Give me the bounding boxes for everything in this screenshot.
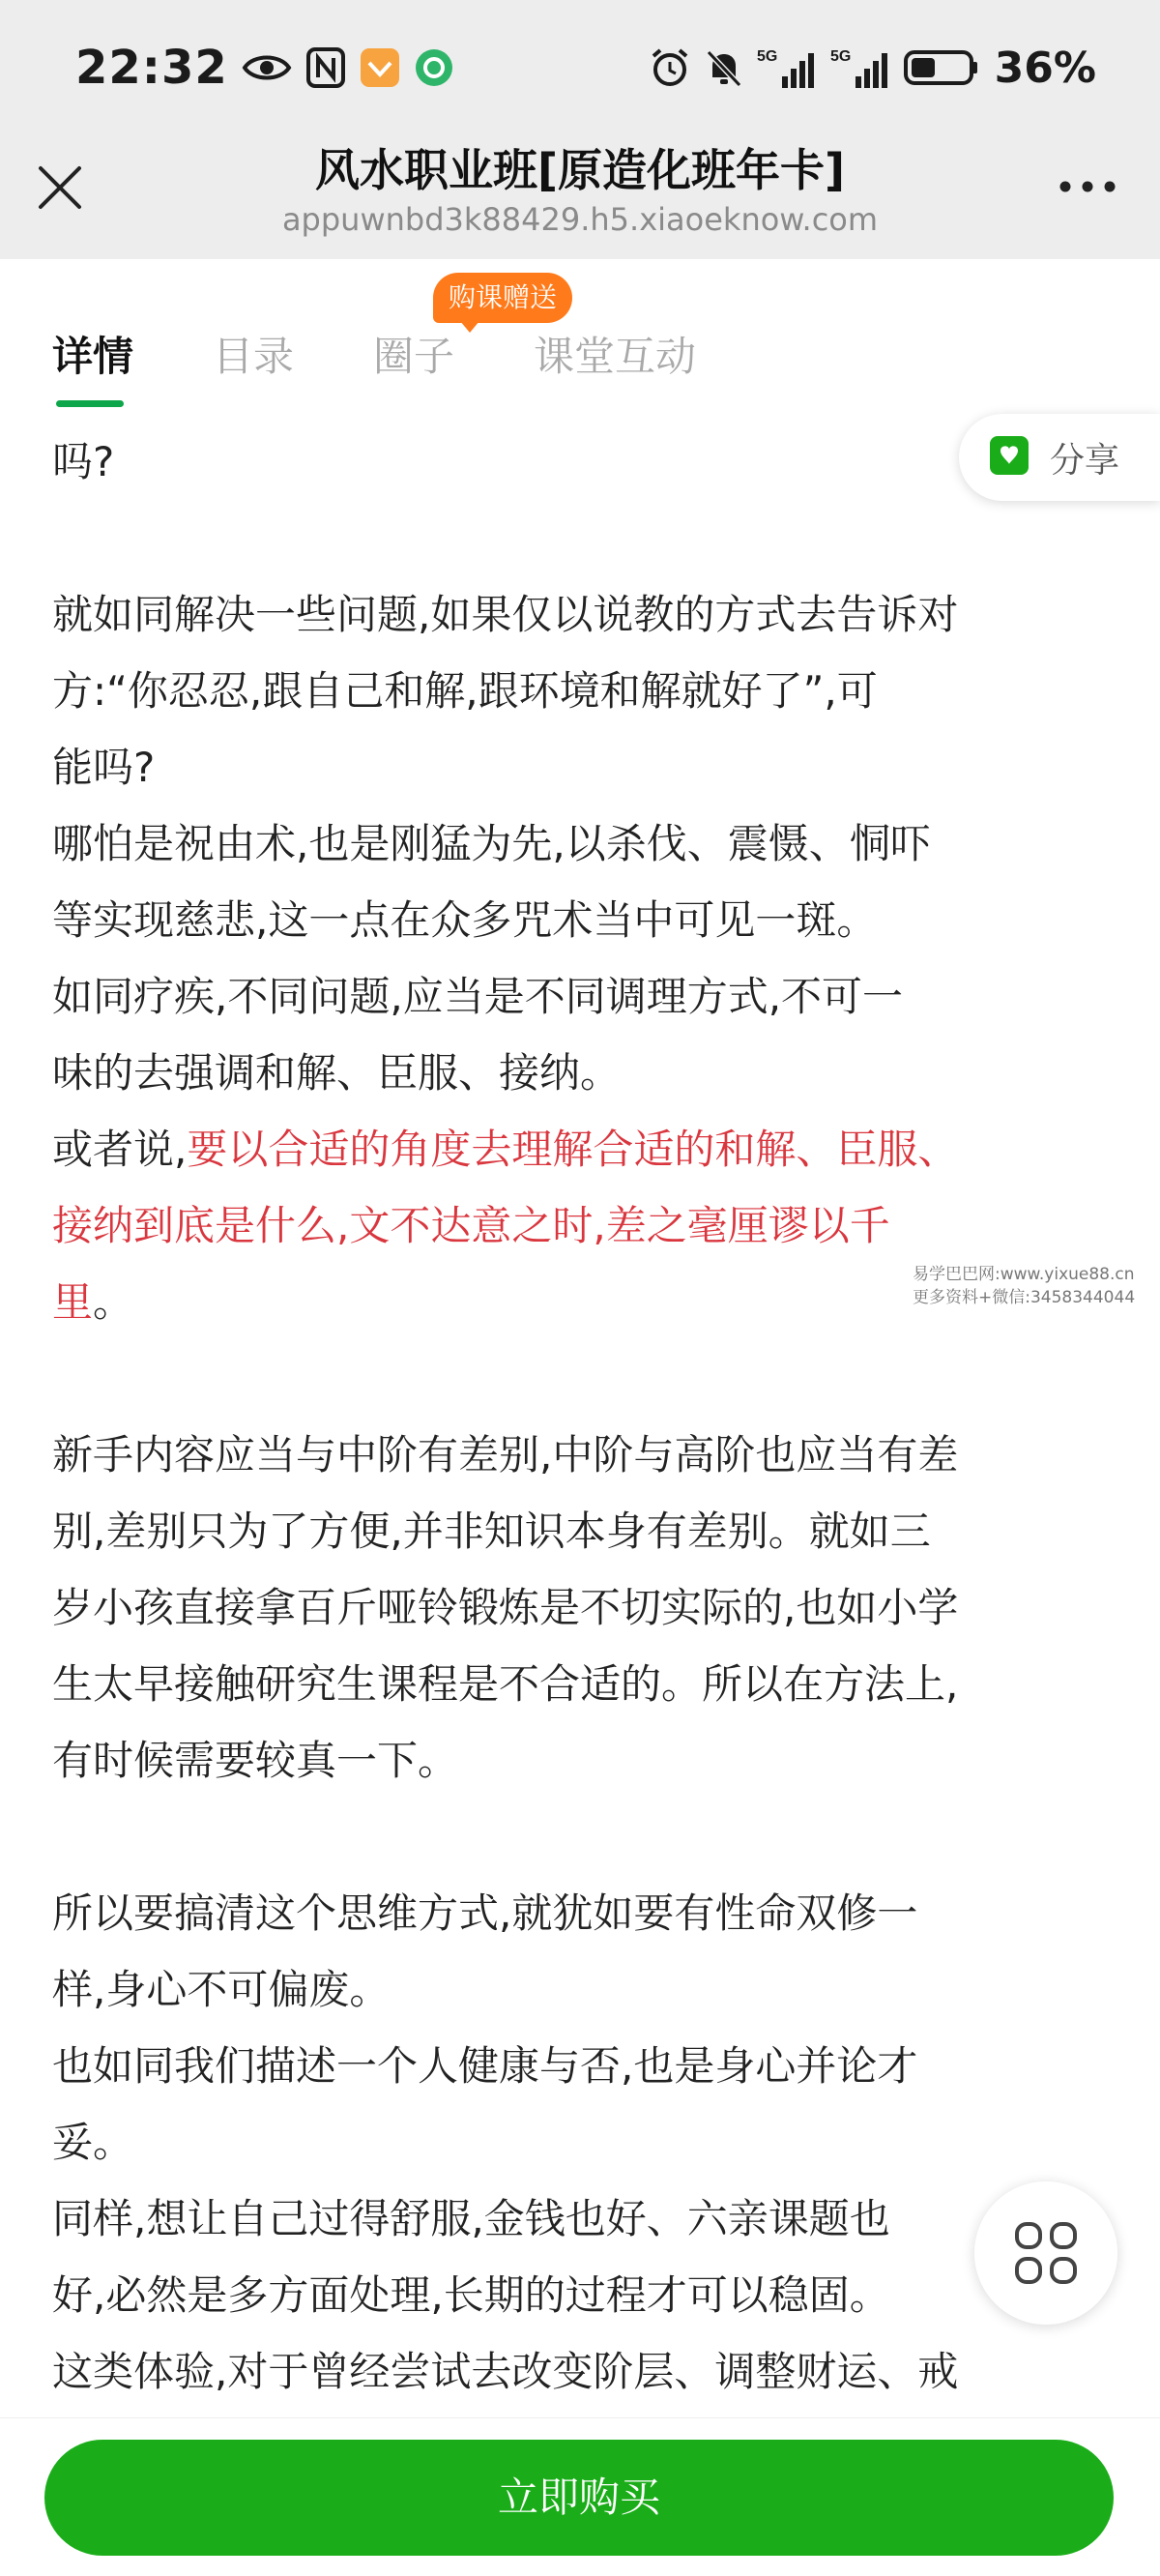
share-icon (988, 434, 1030, 481)
article-line: 妥。 (52, 2119, 134, 2166)
signal-icon-2 (830, 45, 892, 90)
tab-class-interaction[interactable]: 课堂互动 (534, 333, 697, 380)
highlighted-text: 要以合适的角度去理解合适的和解、臣服、 (187, 1126, 959, 1173)
battery-percentage: 36% (994, 43, 1096, 93)
article-body (52, 424, 1116, 2486)
article-line: 吗? (52, 438, 115, 485)
signal-icon (757, 45, 819, 90)
article-line: 好,必然是多方面处理,长期的过程才可以稳固。 (52, 2271, 890, 2319)
bottom-bar (0, 2417, 1160, 2576)
promo-badge: 购课赠送 (433, 273, 572, 323)
status-bar (0, 0, 1160, 135)
page-url: appuwnbd3k88429.h5.xiaoeknow.com (281, 201, 879, 238)
status-left (75, 39, 454, 97)
watermark (913, 1263, 1135, 1309)
article-line-highlight (52, 1111, 1116, 1187)
tab-circle[interactable]: 圈子 (373, 333, 455, 380)
highlight-prefix: 或者说, (52, 1126, 188, 1173)
signal-label-2: 5G (829, 48, 852, 65)
alarm-icon (649, 46, 691, 89)
article-line: 能吗? (52, 744, 156, 791)
article-line: 新手内容应当与中阶有差别,中阶与高阶也应当有差 (52, 1431, 959, 1478)
article-line: 岁小孩直接拿百斤哑铃锻炼是不切实际的,也如小学 (52, 1584, 959, 1631)
grid-icon (1011, 2218, 1081, 2288)
tab-bar (0, 259, 1160, 404)
tab-details[interactable]: 详情 (52, 333, 134, 380)
article-line: 有时候需要较真一下。 (52, 1737, 459, 1784)
buy-now-button[interactable]: 立即购买 (44, 2440, 1114, 2556)
status-time: 22:32 (75, 41, 228, 95)
article-line: 也如同我们描述一个人健康与否,也是身心并论才 (52, 2042, 918, 2090)
share-label: 分享 (1050, 440, 1120, 481)
article-line: 所以要搞清这个思维方式,就犹如要有性命双修一 (52, 1889, 918, 1937)
article-line-highlight (52, 1187, 1116, 1264)
mute-icon (703, 46, 745, 89)
battery-icon (904, 48, 979, 87)
article-line: 如同疗疾,不同问题,应当是不同调理方式,不可一 (52, 973, 904, 1020)
more-icon (1054, 172, 1121, 201)
watermark-line-1: 易学巴巴网:www.yixue88.cn (913, 1265, 1135, 1284)
app-icon (360, 47, 400, 88)
article-line: 哪怕是祝由术,也是刚猛为先,以杀伐、震慑、恫吓 (52, 820, 931, 867)
paragraph-gap (52, 1340, 1116, 1417)
article-line: 生太早接触研究生课程是不合适的。所以在方法上, (52, 1660, 959, 1708)
app-icon-2 (414, 47, 454, 88)
title-bar (0, 135, 1160, 259)
page-title: 风水职业班[原造化班年卡] (314, 144, 846, 196)
active-tab-indicator (56, 400, 124, 407)
share-button[interactable] (959, 414, 1160, 501)
article-line: 别,差别只为了方便,并非知识本身有差别。就如三 (52, 1508, 931, 1555)
nfc-icon (305, 46, 346, 89)
status-right (649, 39, 1096, 97)
highlighted-text: 接纳到底是什么,文不达意之时,差之毫厘谬以千 (52, 1202, 890, 1249)
eye-icon (242, 50, 292, 85)
highlighted-text: 里 (52, 1278, 94, 1326)
paragraph-gap (52, 500, 1116, 576)
article-line: 等实现慈悲,这一点在众多咒术当中可见一斑。 (52, 896, 878, 944)
article-line: 就如同解决一些问题,如果仅以说教的方式去告诉对 (52, 591, 959, 638)
more-button[interactable] (1054, 172, 1121, 201)
watermark-line-2: 更多资料+微信:3458344044 (913, 1288, 1136, 1307)
signal-label-1: 5G (756, 48, 778, 65)
paragraph-gap (52, 1799, 1116, 1875)
article-line: 味的去强调和解、臣服、接纳。 (52, 1049, 622, 1097)
highlight-suffix: 。 (93, 1278, 134, 1326)
floating-menu-button[interactable] (974, 2181, 1117, 2325)
article-line: 这类体验,对于曾经尝试去改变阶层、调整财运、戒 (52, 2348, 959, 2395)
article-line: 同样,想让自己过得舒服,金钱也好、六亲课题也 (52, 2195, 890, 2242)
article-line: 样,身心不可偏废。 (52, 1966, 391, 2013)
article-line: 方:“你忍忍,跟自己和解,跟环境和解就好了”,可 (52, 667, 878, 715)
tab-catalog[interactable]: 目录 (213, 333, 295, 380)
